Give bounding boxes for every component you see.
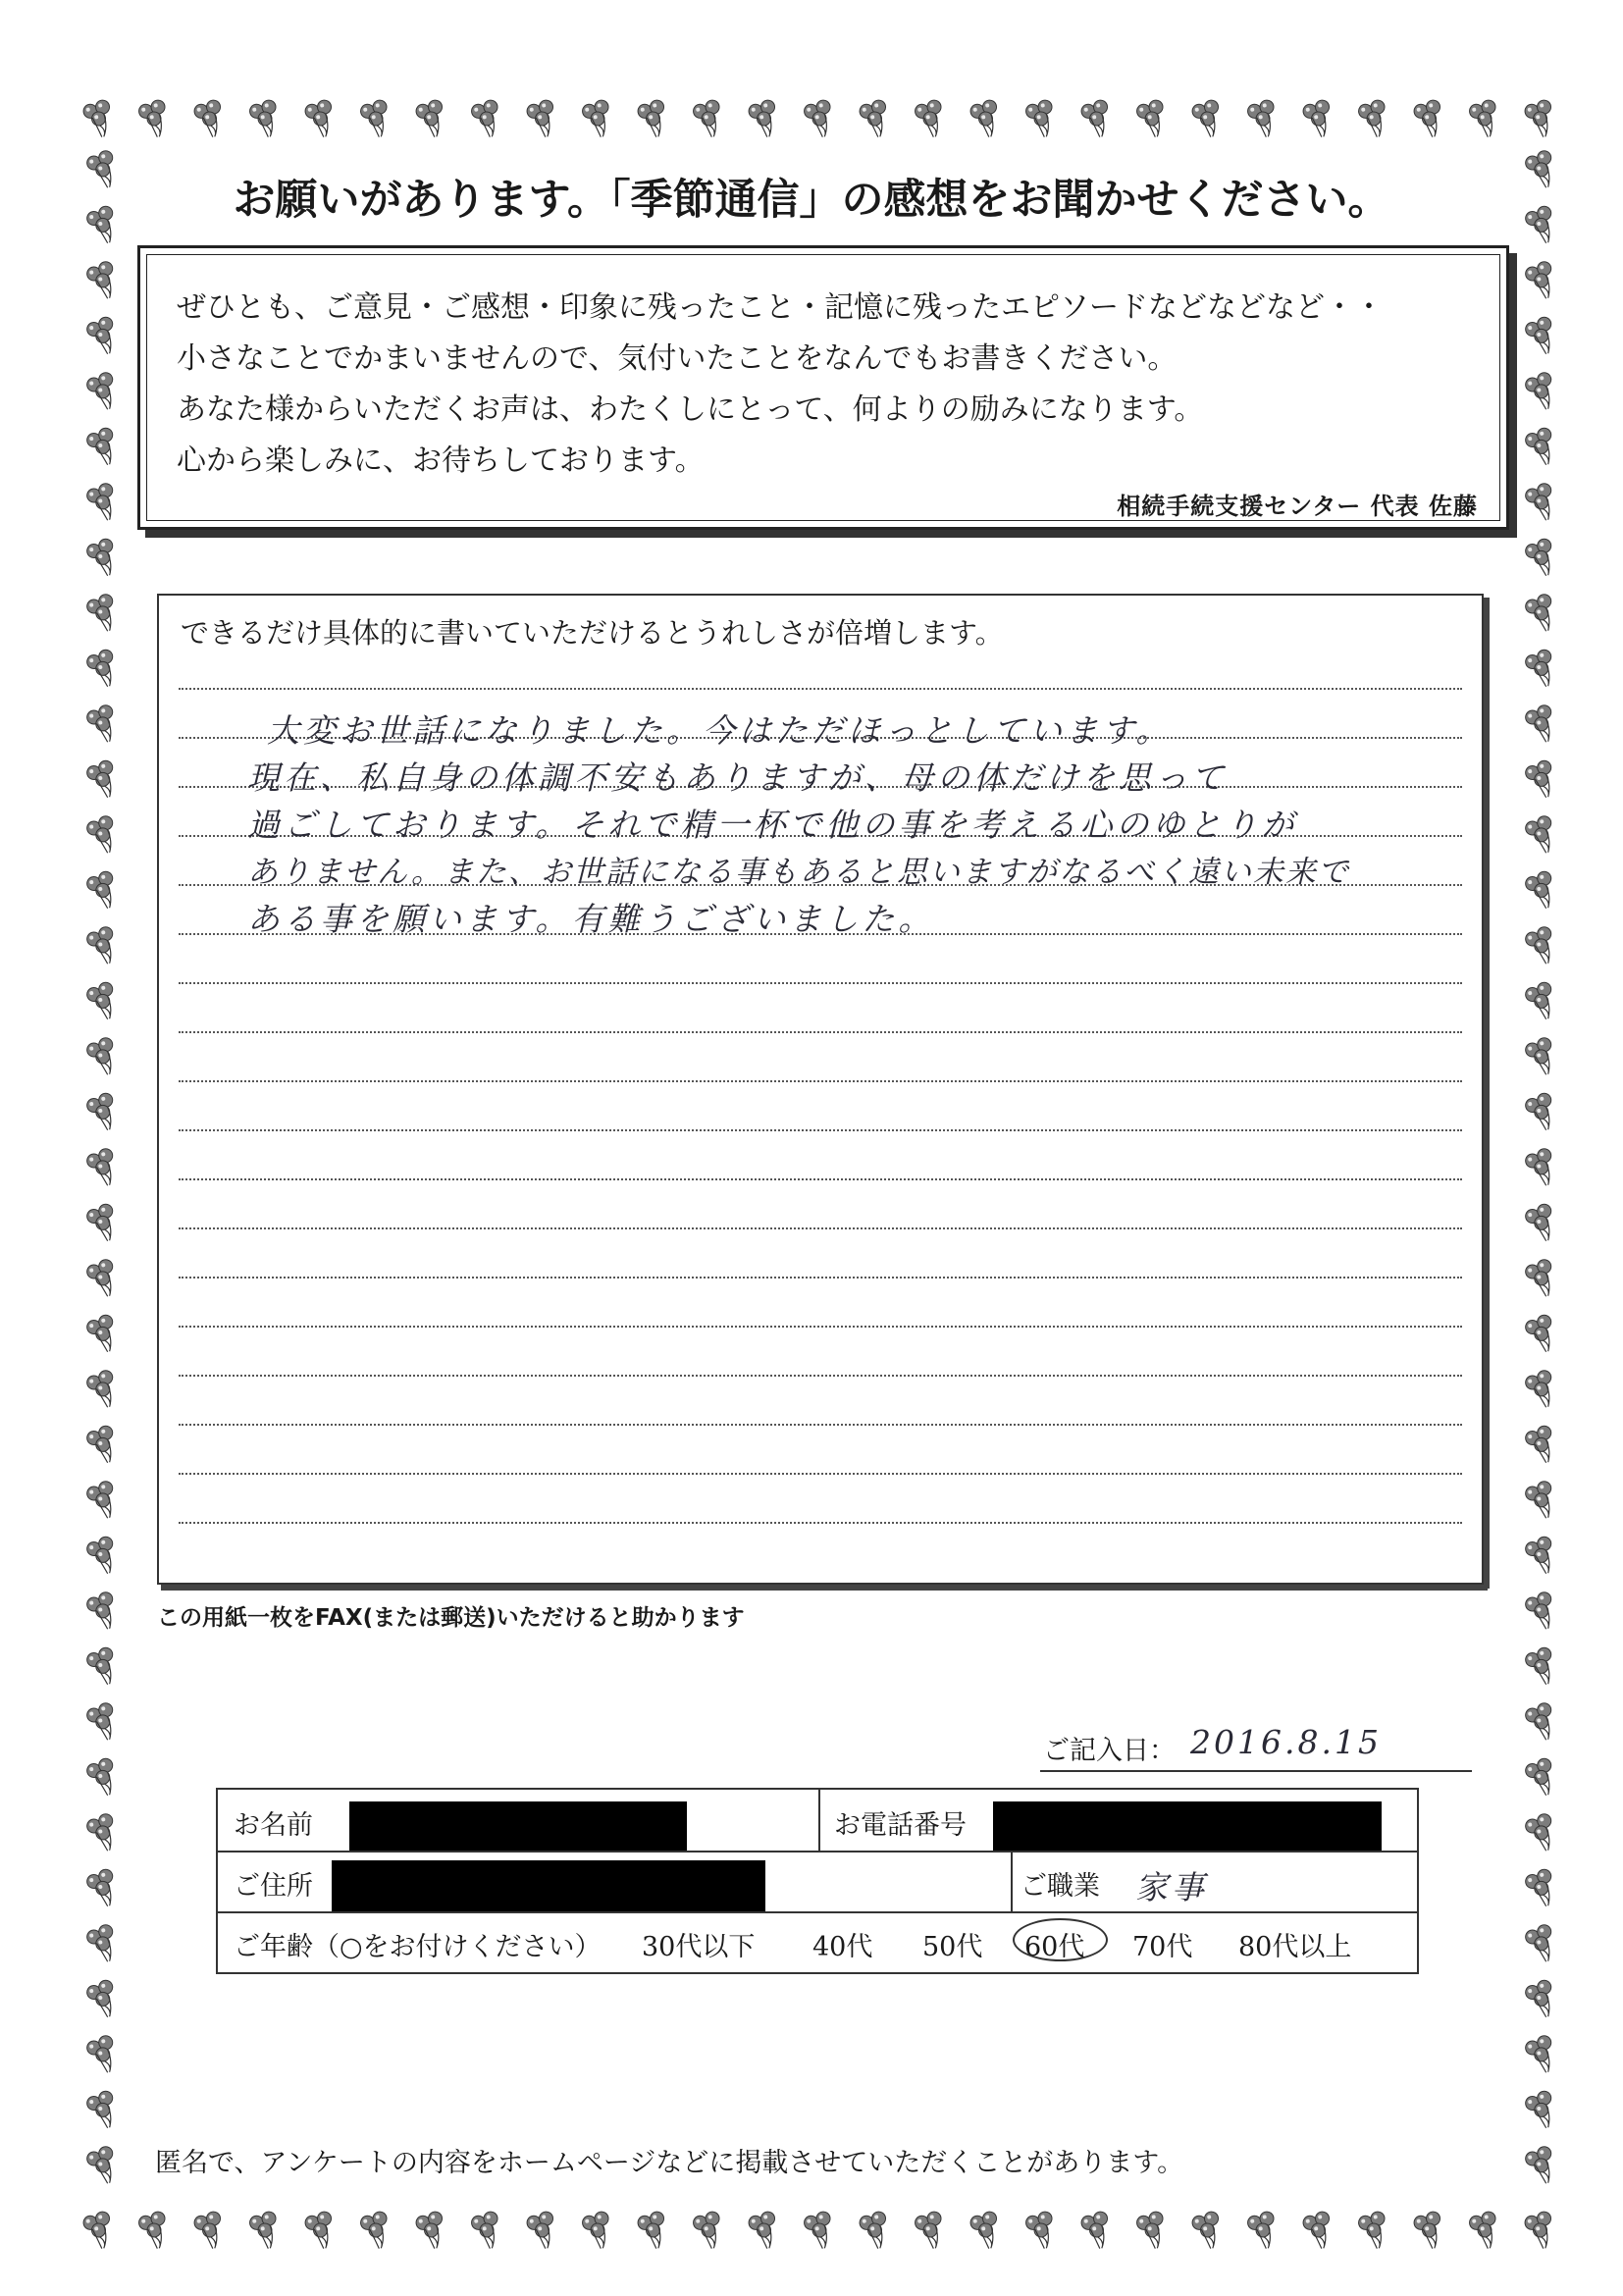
balloon-cluster-icon xyxy=(85,1203,121,1245)
intro-line: 小さなことでかまいませんので、気付いたことをなんでもお書きください。 xyxy=(177,341,1178,376)
handwritten-line: ある事を願います。有難うございました。 xyxy=(247,900,935,938)
balloon-cluster-icon xyxy=(1524,1536,1559,1578)
balloon-cluster-icon xyxy=(637,99,669,139)
balloon-cluster-icon xyxy=(1524,1480,1559,1522)
balloon-cluster-icon xyxy=(1191,99,1224,139)
balloon-cluster-icon xyxy=(85,538,121,580)
balloon-cluster-icon xyxy=(1524,1203,1559,1245)
balloon-cluster-icon xyxy=(1524,1036,1559,1078)
balloon-cluster-icon xyxy=(1524,1868,1559,1910)
ruled-line xyxy=(179,688,1462,690)
balloon-cluster-icon xyxy=(1524,260,1559,302)
table-row-divider xyxy=(218,1851,1417,1852)
entry-date-label: ご記入日： xyxy=(1043,1736,1176,1766)
balloon-cluster-icon xyxy=(85,2145,121,2187)
balloon-cluster-icon xyxy=(359,99,392,139)
table-column-divider xyxy=(818,1790,820,1851)
balloon-cluster-icon xyxy=(1524,1092,1559,1134)
balloon-cluster-icon xyxy=(85,316,121,358)
balloon-cluster-icon xyxy=(969,2211,1002,2251)
handwritten-line: 大変お世話になりました。今はただほっとしています。 xyxy=(267,711,1173,750)
balloon-cluster-icon xyxy=(85,1369,121,1411)
balloon-cluster-icon xyxy=(526,2211,558,2251)
decorative-border-bottom xyxy=(79,2200,1570,2259)
table-row-divider xyxy=(218,1911,1417,1913)
balloon-cluster-icon xyxy=(1413,2211,1445,2251)
balloon-cluster-icon xyxy=(1024,2211,1057,2251)
phone-label: お電話番号 xyxy=(834,1810,967,1841)
balloon-cluster-icon xyxy=(470,99,502,139)
balloon-cluster-icon xyxy=(85,814,121,857)
footer-note: 匿名で、アンケートの内容をホームページなどに掲載させていただくことがあります。 xyxy=(155,2148,1184,2178)
balloon-cluster-icon xyxy=(1524,2211,1556,2251)
balloon-cluster-icon xyxy=(1191,2211,1224,2251)
balloon-cluster-icon xyxy=(1024,99,1057,139)
balloon-cluster-icon xyxy=(85,1812,121,1854)
balloon-cluster-icon xyxy=(85,260,121,302)
balloon-cluster-icon xyxy=(193,2211,226,2251)
balloon-cluster-icon xyxy=(1246,99,1279,139)
balloon-cluster-icon xyxy=(137,2211,170,2251)
balloon-cluster-icon xyxy=(692,99,724,139)
balloon-cluster-icon xyxy=(1357,99,1389,139)
balloon-cluster-icon xyxy=(1413,99,1445,139)
intro-line: あなた様からいただくお声は、わたくしにとって、何よりの励みになります。 xyxy=(177,392,1204,427)
balloon-cluster-icon xyxy=(1524,427,1559,469)
balloon-cluster-icon xyxy=(1468,99,1500,139)
balloon-cluster-icon xyxy=(1524,1701,1559,1744)
balloon-cluster-icon xyxy=(85,1425,121,1467)
balloon-cluster-icon xyxy=(85,1036,121,1078)
balloon-cluster-icon xyxy=(1135,99,1168,139)
intro-line: ぜひとも、ご意見・ご感想・印象に残ったこと・記憶に残ったエピソードなどなどなど・・ xyxy=(177,290,1384,325)
entry-date-underline xyxy=(1040,1770,1472,1772)
fax-note: この用紙一枚をFAX(または郵送)いただけると助かります xyxy=(157,1605,745,1631)
intro-box-inner-frame xyxy=(146,254,1500,521)
balloon-cluster-icon xyxy=(1524,649,1559,691)
balloon-cluster-icon xyxy=(85,1147,121,1189)
balloon-cluster-icon xyxy=(85,1314,121,1356)
age-option[interactable]: 70代 xyxy=(1132,1932,1193,1962)
balloon-cluster-icon xyxy=(1524,1812,1559,1854)
decorative-border-top xyxy=(79,90,1570,149)
age-option[interactable]: 80代以上 xyxy=(1238,1932,1352,1962)
balloon-cluster-icon xyxy=(1524,316,1559,358)
balloon-cluster-icon xyxy=(85,925,121,967)
comment-box[interactable] xyxy=(157,594,1484,1585)
intro-box-shadow xyxy=(145,530,1515,538)
balloon-cluster-icon xyxy=(1524,482,1559,524)
balloon-cluster-icon xyxy=(415,99,447,139)
balloon-cluster-icon xyxy=(1524,1314,1559,1356)
ruled-line xyxy=(179,1424,1462,1426)
ruled-line xyxy=(179,1326,1462,1328)
balloon-cluster-icon xyxy=(85,1868,121,1910)
balloon-cluster-icon xyxy=(1524,1591,1559,1633)
balloon-cluster-icon xyxy=(1524,759,1559,802)
balloon-cluster-icon xyxy=(85,981,121,1023)
balloon-cluster-icon xyxy=(359,2211,392,2251)
balloon-cluster-icon xyxy=(1524,2145,1559,2187)
balloon-cluster-icon xyxy=(1524,2034,1559,2076)
balloon-cluster-icon xyxy=(85,1536,121,1578)
name-redaction xyxy=(349,1801,687,1851)
balloon-cluster-icon xyxy=(1524,1923,1559,1965)
age-option[interactable]: 40代 xyxy=(812,1932,873,1962)
entry-date-value[interactable]: 2016.8.15 xyxy=(1190,1723,1382,1761)
balloon-cluster-icon xyxy=(85,371,121,413)
balloon-cluster-icon xyxy=(85,649,121,691)
age-selection-circle xyxy=(1013,1918,1108,1961)
balloon-cluster-icon xyxy=(526,99,558,139)
handwritten-line: 現在、私自身の体調不安もありますが、母の体だけを思って xyxy=(247,758,1228,797)
balloon-cluster-icon xyxy=(692,2211,724,2251)
balloon-cluster-icon xyxy=(1524,99,1556,139)
handwritten-line: ありません。また、お世話になる事もあると思いますがなるべく遠い未来で xyxy=(247,855,1350,890)
ruled-line xyxy=(179,1375,1462,1377)
balloon-cluster-icon xyxy=(85,759,121,802)
balloon-cluster-icon xyxy=(1524,981,1559,1023)
balloon-cluster-icon xyxy=(248,99,281,139)
balloon-cluster-icon xyxy=(1524,1979,1559,2021)
intro-box-shadow-right xyxy=(1509,253,1517,538)
balloon-cluster-icon xyxy=(248,2211,281,2251)
balloon-cluster-icon xyxy=(1524,371,1559,413)
balloon-cluster-icon xyxy=(82,99,115,139)
balloon-cluster-icon xyxy=(85,1923,121,1965)
balloon-cluster-icon xyxy=(1524,1757,1559,1800)
balloon-cluster-icon xyxy=(85,1092,121,1134)
balloon-cluster-icon xyxy=(1357,2211,1389,2251)
balloon-cluster-icon xyxy=(1135,2211,1168,2251)
balloon-cluster-icon xyxy=(1524,1425,1559,1467)
balloon-cluster-icon xyxy=(1302,2211,1335,2251)
balloon-cluster-icon xyxy=(85,593,121,635)
ruled-line xyxy=(179,1522,1462,1524)
balloon-cluster-icon xyxy=(85,1258,121,1300)
balloon-cluster-icon xyxy=(581,99,613,139)
balloon-cluster-icon xyxy=(969,99,1002,139)
decorative-border-left xyxy=(73,147,131,2198)
ruled-line xyxy=(179,1277,1462,1278)
page-title: お願いがあります。「季節通信」の感想をお聞かせください。 xyxy=(233,176,1390,225)
intro-line: 心から楽しみに、お待ちしております。 xyxy=(177,444,705,478)
balloon-cluster-icon xyxy=(137,99,170,139)
comment-box-shadow xyxy=(161,1585,1488,1591)
balloon-cluster-icon xyxy=(85,1979,121,2021)
balloon-cluster-icon xyxy=(85,482,121,524)
balloon-cluster-icon xyxy=(1080,99,1113,139)
balloon-cluster-icon xyxy=(85,2034,121,2076)
comment-prompt: できるだけ具体的に書いていただけるとうれしさが倍増します。 xyxy=(181,616,1004,650)
occupation-value[interactable]: 家事 xyxy=(1135,1868,1208,1906)
address-label: ご住所 xyxy=(234,1871,313,1902)
balloon-cluster-icon xyxy=(748,99,780,139)
balloon-cluster-icon xyxy=(1468,2211,1500,2251)
age-option[interactable]: 30代以下 xyxy=(642,1932,756,1962)
balloon-cluster-icon xyxy=(304,2211,337,2251)
ruled-line xyxy=(179,1473,1462,1475)
ruled-line xyxy=(179,1080,1462,1082)
name-label: お名前 xyxy=(234,1810,313,1841)
balloon-cluster-icon xyxy=(1524,2090,1559,2132)
age-option-selected[interactable]: 60代 xyxy=(1024,1932,1085,1962)
phone-redaction xyxy=(993,1801,1382,1851)
balloon-cluster-icon xyxy=(82,2211,115,2251)
contact-info-table xyxy=(216,1788,1419,1974)
balloon-cluster-icon xyxy=(1080,2211,1113,2251)
balloon-cluster-icon xyxy=(1524,1646,1559,1689)
balloon-cluster-icon xyxy=(193,99,226,139)
balloon-cluster-icon xyxy=(914,99,946,139)
balloon-cluster-icon xyxy=(470,2211,502,2251)
balloon-cluster-icon xyxy=(1524,1147,1559,1189)
table-column-divider xyxy=(1011,1851,1013,1911)
ruled-line xyxy=(179,1031,1462,1033)
balloon-cluster-icon xyxy=(859,2211,891,2251)
balloon-cluster-icon xyxy=(85,870,121,913)
balloon-cluster-icon xyxy=(85,2090,121,2132)
balloon-cluster-icon xyxy=(1524,870,1559,913)
balloon-cluster-icon xyxy=(1524,1369,1559,1411)
balloon-cluster-icon xyxy=(85,1701,121,1744)
intro-signature: 相続手続支援センター 代表 佐藤 xyxy=(1117,493,1478,520)
balloon-cluster-icon xyxy=(85,1591,121,1633)
balloon-cluster-icon xyxy=(1524,814,1559,857)
balloon-cluster-icon xyxy=(415,2211,447,2251)
balloon-cluster-icon xyxy=(637,2211,669,2251)
balloon-cluster-icon xyxy=(1524,925,1559,967)
balloon-cluster-icon xyxy=(85,1757,121,1800)
balloon-cluster-icon xyxy=(581,2211,613,2251)
ruled-line xyxy=(179,982,1462,984)
age-label: ご年齢（○をお付けください） xyxy=(234,1932,602,1962)
balloon-cluster-icon xyxy=(748,2211,780,2251)
balloon-cluster-icon xyxy=(803,99,835,139)
ruled-line xyxy=(179,1227,1462,1229)
balloon-cluster-icon xyxy=(1524,704,1559,746)
balloon-cluster-icon xyxy=(85,704,121,746)
balloon-cluster-icon xyxy=(859,99,891,139)
ruled-line xyxy=(179,1129,1462,1131)
balloon-cluster-icon xyxy=(1524,593,1559,635)
balloon-cluster-icon xyxy=(914,2211,946,2251)
balloon-cluster-icon xyxy=(1524,1258,1559,1300)
intro-box xyxy=(137,245,1509,530)
balloon-cluster-icon xyxy=(1246,2211,1279,2251)
balloon-cluster-icon xyxy=(85,427,121,469)
balloon-cluster-icon xyxy=(1302,99,1335,139)
handwritten-line: 過ごしております。それで精一杯で他の事を考える心のゆとりが xyxy=(247,806,1298,844)
age-option[interactable]: 50代 xyxy=(922,1932,983,1962)
ruled-line xyxy=(179,1178,1462,1180)
decorative-border-right xyxy=(1511,147,1570,2198)
balloon-cluster-icon xyxy=(85,1646,121,1689)
balloon-cluster-icon xyxy=(85,1480,121,1522)
occupation-label: ご職業 xyxy=(1021,1871,1100,1902)
balloon-cluster-icon xyxy=(803,2211,835,2251)
address-redaction xyxy=(332,1860,765,1911)
balloon-cluster-icon xyxy=(304,99,337,139)
comment-box-shadow-right xyxy=(1484,598,1490,1589)
balloon-cluster-icon xyxy=(1524,538,1559,580)
